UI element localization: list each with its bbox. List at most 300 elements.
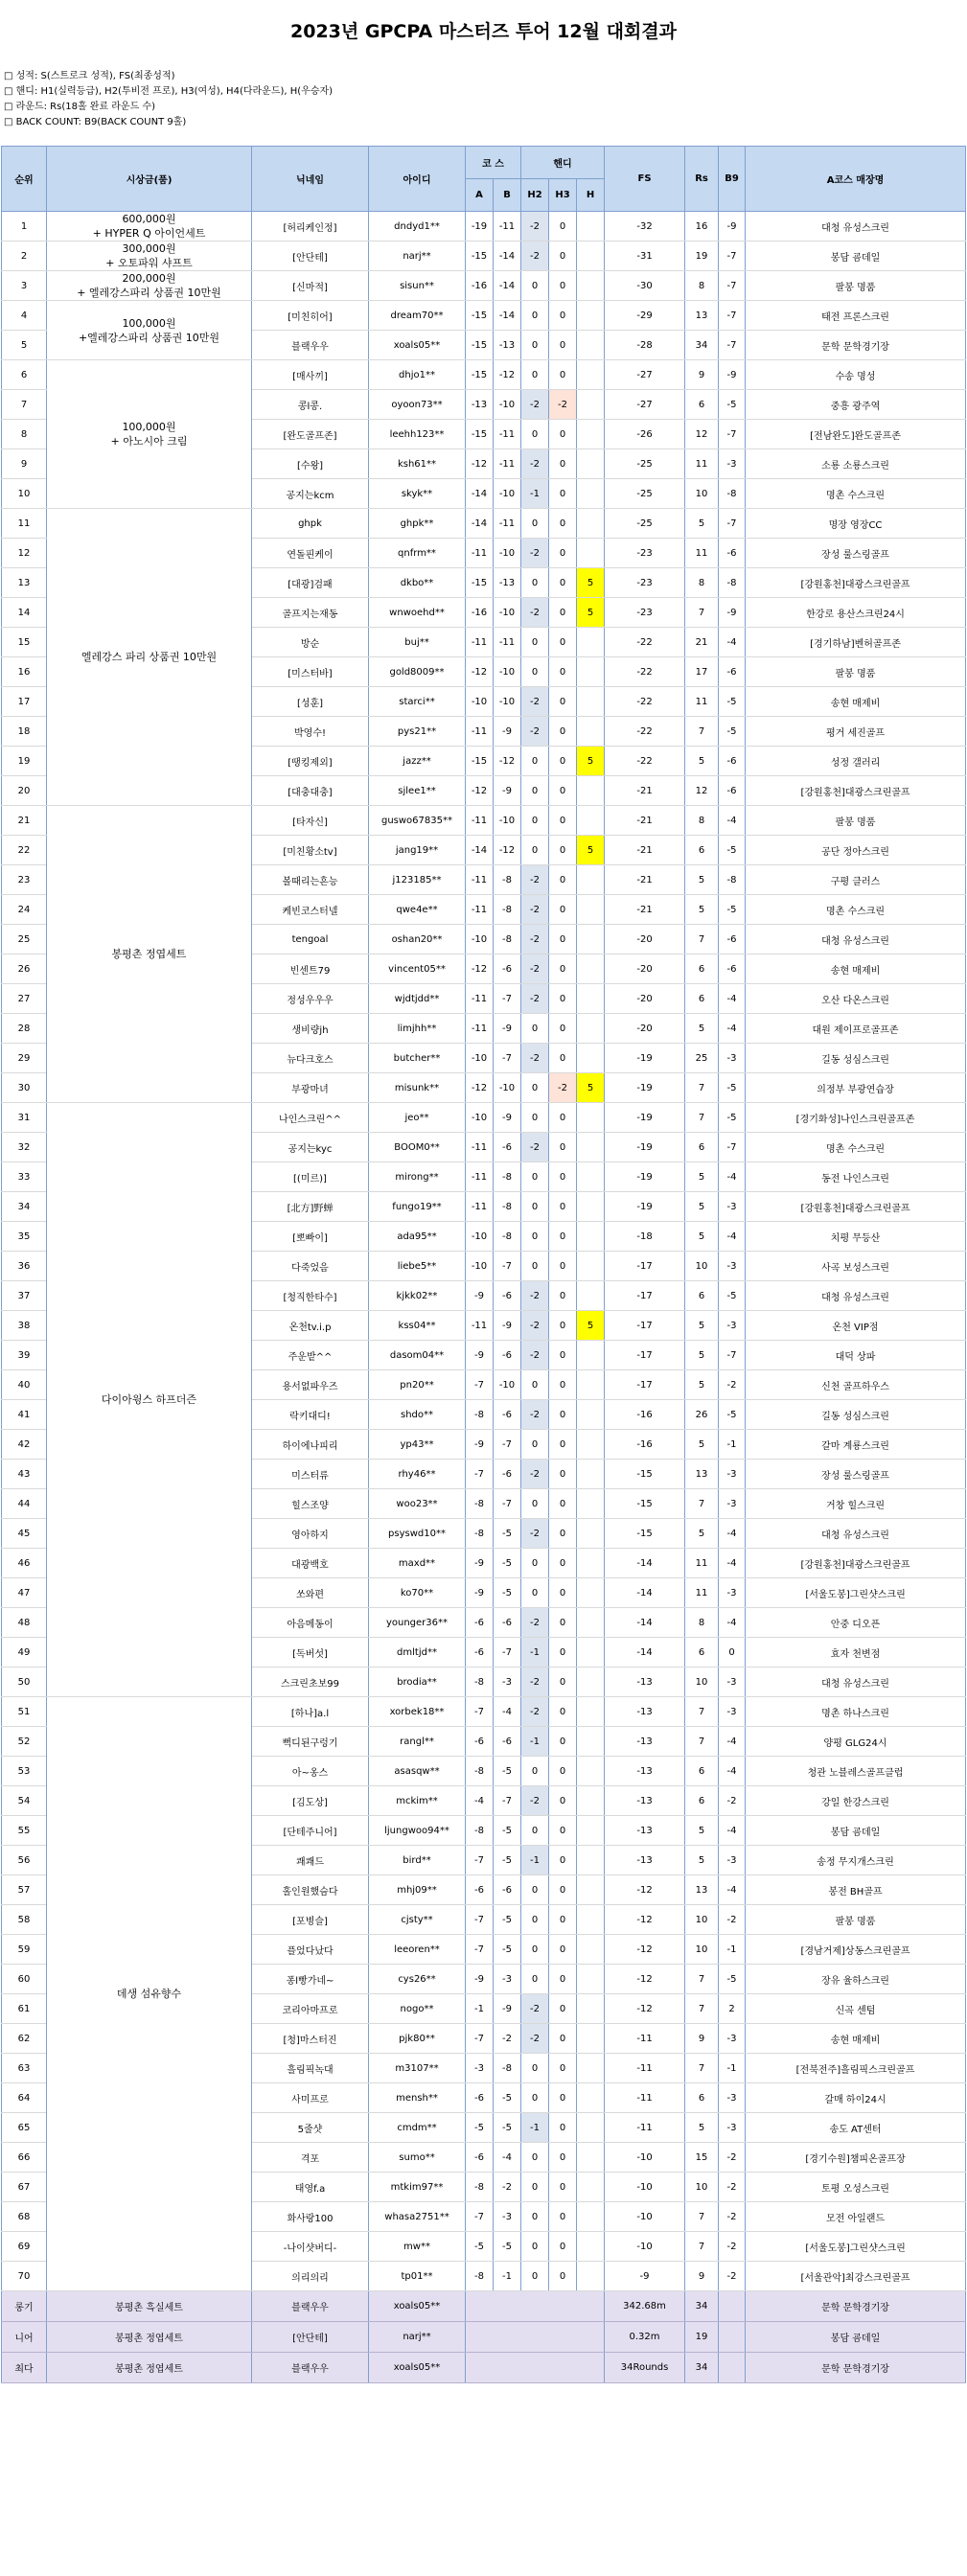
h-cell: [577, 509, 605, 539]
prize-line: 데생 섬유향수: [116, 1988, 182, 2000]
id-cell: rhy46**: [369, 1460, 466, 1489]
nickname-cell: 격포: [252, 2143, 369, 2173]
h3-cell: 0: [549, 1519, 577, 1549]
h2-cell: 0: [521, 2083, 549, 2113]
h2-cell: -2: [521, 925, 549, 954]
rank-cell: 32: [2, 1133, 47, 1162]
rank-cell: 1: [2, 212, 47, 242]
nickname-cell: [미친황소tv]: [252, 836, 369, 865]
stat-empty-cell: [466, 2291, 605, 2322]
h-cell: [577, 1519, 605, 1549]
course-a-cell: -9: [466, 1430, 494, 1460]
col-h: H: [577, 179, 605, 212]
b9-cell: -3: [719, 1044, 746, 1073]
fs-cell: -22: [605, 717, 685, 747]
store-cell: 신천 골프하우스: [746, 1370, 966, 1400]
h2-cell: 0: [521, 806, 549, 836]
id-cell: mw**: [369, 2232, 466, 2262]
fs-cell: -13: [605, 1757, 685, 1786]
h-cell: [577, 984, 605, 1014]
course-a-cell: -10: [466, 925, 494, 954]
course-b-cell: -13: [494, 331, 521, 360]
course-b-cell: -5: [494, 1935, 521, 1965]
course-b-cell: -8: [494, 895, 521, 925]
h2-cell: 0: [521, 657, 549, 687]
course-b-cell: -3: [494, 2202, 521, 2232]
rank-cell: 56: [2, 1846, 47, 1875]
course-b-cell: -12: [494, 747, 521, 776]
fs-cell: -11: [605, 2054, 685, 2083]
b9-cell: -6: [719, 657, 746, 687]
b9-cell: -6: [719, 539, 746, 568]
h2-cell: -2: [521, 687, 549, 717]
rank-cell: 64: [2, 2083, 47, 2113]
rank-cell: 63: [2, 2054, 47, 2083]
rank-cell: 27: [2, 984, 47, 1014]
h2-cell: 0: [521, 1192, 549, 1222]
rs-cell: 7: [685, 2202, 719, 2232]
course-a-cell: -11: [466, 1192, 494, 1222]
rs-cell: 19: [685, 242, 719, 271]
store-cell: 장성 룰스링골프: [746, 539, 966, 568]
h-cell: [577, 2024, 605, 2054]
stat-store-cell: 문학 문학경기장: [746, 2353, 966, 2383]
nickname-cell: [땡킹제외]: [252, 747, 369, 776]
course-b-cell: -8: [494, 925, 521, 954]
nickname-cell: 쏘와편: [252, 1578, 369, 1608]
rank-cell: 70: [2, 2262, 47, 2291]
rank-cell: 12: [2, 539, 47, 568]
id-cell: mhj09**: [369, 1875, 466, 1905]
fs-cell: -17: [605, 1341, 685, 1370]
fs-cell: -25: [605, 479, 685, 509]
store-cell: 대청 유성스크린: [746, 212, 966, 242]
store-cell: 태전 프론스크린: [746, 301, 966, 331]
rank-cell: 57: [2, 1875, 47, 1905]
rs-cell: 7: [685, 1994, 719, 2024]
rank-cell: 54: [2, 1786, 47, 1816]
rs-cell: 8: [685, 271, 719, 301]
nickname-cell: [청직한타수]: [252, 1281, 369, 1311]
store-cell: 봉담 굠데일: [746, 1816, 966, 1846]
rank-cell: 4: [2, 301, 47, 331]
course-b-cell: -8: [494, 2054, 521, 2083]
h-cell: [577, 479, 605, 509]
rank-cell: 59: [2, 1935, 47, 1965]
nickname-cell: 쾌쾌드: [252, 1846, 369, 1875]
nickname-cell: 방순: [252, 628, 369, 657]
b9-cell: -4: [719, 1162, 746, 1192]
rank-cell: 5: [2, 331, 47, 360]
id-cell: ghpk**: [369, 509, 466, 539]
fs-cell: -19: [605, 1073, 685, 1103]
fs-cell: -10: [605, 2202, 685, 2232]
course-a-cell: -1: [466, 1994, 494, 2024]
rank-cell: 28: [2, 1014, 47, 1044]
prize-line: 200,000원: [122, 272, 176, 285]
course-a-cell: -11: [466, 1311, 494, 1341]
nickname-cell: [하나]a.l: [252, 1697, 369, 1727]
prize-cell: [47, 301, 252, 360]
course-b-cell: -10: [494, 598, 521, 628]
fs-cell: -19: [605, 1162, 685, 1192]
h2-cell: 0: [521, 628, 549, 657]
h-cell: [577, 449, 605, 479]
fs-cell: -14: [605, 1578, 685, 1608]
fs-cell: -13: [605, 1727, 685, 1757]
fs-cell: -15: [605, 1460, 685, 1489]
b9-cell: -2: [719, 1370, 746, 1400]
rank-cell: 45: [2, 1519, 47, 1549]
h3-cell: 0: [549, 568, 577, 598]
course-a-cell: -15: [466, 242, 494, 271]
nickname-cell: 골프지는재동: [252, 598, 369, 628]
id-cell: cjsty**: [369, 1905, 466, 1935]
course-b-cell: -6: [494, 1875, 521, 1905]
fs-cell: -16: [605, 1430, 685, 1460]
fs-cell: -17: [605, 1311, 685, 1341]
course-a-cell: -9: [466, 1965, 494, 1994]
rs-cell: 5: [685, 895, 719, 925]
b9-cell: -3: [719, 1668, 746, 1697]
b9-cell: -3: [719, 2113, 746, 2143]
fs-cell: -26: [605, 420, 685, 449]
h2-cell: -2: [521, 1341, 549, 1370]
course-b-cell: -12: [494, 836, 521, 865]
course-b-cell: -7: [494, 1638, 521, 1668]
note-line: □ 라운드: Rs(18홀 완료 라운드 수): [4, 102, 155, 112]
h3-cell: 0: [549, 301, 577, 331]
fs-cell: -19: [605, 1133, 685, 1162]
store-cell: [강원홍천]대광스크린골프: [746, 1192, 966, 1222]
table-row: [2, 509, 966, 539]
id-cell: oshan20**: [369, 925, 466, 954]
b9-cell: -4: [719, 1727, 746, 1757]
course-a-cell: -16: [466, 598, 494, 628]
h-cell: [577, 1697, 605, 1727]
nickname-cell: 영아하지: [252, 1519, 369, 1549]
course-a-cell: -8: [466, 1816, 494, 1846]
rs-cell: 5: [685, 2113, 719, 2143]
course-b-cell: -7: [494, 1489, 521, 1519]
course-a-cell: -5: [466, 2232, 494, 2262]
nickname-cell: 용서없파우즈: [252, 1370, 369, 1400]
b9-cell: -3: [719, 1489, 746, 1519]
h3-cell: 0: [549, 925, 577, 954]
rank-cell: 66: [2, 2143, 47, 2173]
h2-cell: 0: [521, 1222, 549, 1252]
h2-cell: -1: [521, 1846, 549, 1875]
note-line: □ BACK COUNT: B9(BACK COUNT 9홀): [4, 117, 187, 127]
nickname-cell: [미스터바]: [252, 657, 369, 687]
nickname-cell: 흘림픽녹대: [252, 2054, 369, 2083]
id-cell: pjk80**: [369, 2024, 466, 2054]
course-b-cell: -6: [494, 954, 521, 984]
h-cell: [577, 1014, 605, 1044]
store-cell: [경기수원]챔피온골프장: [746, 2143, 966, 2173]
course-a-cell: -7: [466, 1905, 494, 1935]
h3-cell: 0: [549, 1489, 577, 1519]
prize-cell: [47, 242, 252, 271]
b9-cell: -8: [719, 479, 746, 509]
fs-cell: -10: [605, 2232, 685, 2262]
id-cell: qnfrm**: [369, 539, 466, 568]
h-cell: [577, 420, 605, 449]
prize-line: 다이아윙스 하프더즌: [101, 1393, 197, 1406]
store-cell: 장유 율하스크린: [746, 1965, 966, 1994]
h2-cell: -1: [521, 1727, 549, 1757]
store-cell: [경남거제]상동스크린골프: [746, 1935, 966, 1965]
fs-cell: -12: [605, 1994, 685, 2024]
h3-cell: 0: [549, 1311, 577, 1341]
h3-cell: 0: [549, 1252, 577, 1281]
prize-cell: [47, 806, 252, 1103]
course-a-cell: -13: [466, 390, 494, 420]
id-cell: limjhh**: [369, 1014, 466, 1044]
b9-cell: -5: [719, 687, 746, 717]
h-cell: 5: [577, 568, 605, 598]
stat-prize-cell: 봉평촌 정엽세트: [47, 2322, 252, 2353]
h-cell: [577, 1133, 605, 1162]
b9-cell: -3: [719, 1578, 746, 1608]
rank-cell: 13: [2, 568, 47, 598]
nickname-cell: [독버섯]: [252, 1638, 369, 1668]
fs-cell: -12: [605, 1965, 685, 1994]
id-cell: psyswd10**: [369, 1519, 466, 1549]
h-cell: [577, 242, 605, 271]
fs-cell: -10: [605, 2173, 685, 2202]
nickname-cell: 부광마녀: [252, 1073, 369, 1103]
fs-cell: -12: [605, 1935, 685, 1965]
h2-cell: 0: [521, 1370, 549, 1400]
store-cell: 길동 성심스크린: [746, 1044, 966, 1073]
course-a-cell: -10: [466, 687, 494, 717]
b9-cell: -3: [719, 1460, 746, 1489]
rs-cell: 5: [685, 747, 719, 776]
course-b-cell: -4: [494, 1697, 521, 1727]
fs-cell: -13: [605, 1816, 685, 1846]
b9-cell: -4: [719, 1222, 746, 1252]
rs-cell: 5: [685, 1222, 719, 1252]
store-cell: [서울도봉]그린샷스크린: [746, 2232, 966, 2262]
h-cell: [577, 1252, 605, 1281]
id-cell: kjkk02**: [369, 1281, 466, 1311]
course-a-cell: -5: [466, 2113, 494, 2143]
prize-cell: [47, 1103, 252, 1697]
rs-cell: 5: [685, 1014, 719, 1044]
h2-cell: 0: [521, 2202, 549, 2232]
prize-cell: [47, 360, 252, 509]
course-b-cell: -7: [494, 1430, 521, 1460]
nickname-cell: 대광백호: [252, 1549, 369, 1578]
prize-line: + 아노시아 크림: [110, 435, 188, 448]
b9-cell: -7: [719, 1133, 746, 1162]
b9-cell: -4: [719, 1608, 746, 1638]
nickname-cell: 케빈코스터넬: [252, 895, 369, 925]
store-cell: 치평 무등산: [746, 1222, 966, 1252]
rank-cell: 65: [2, 2113, 47, 2143]
h2-cell: -2: [521, 954, 549, 984]
h-cell: [577, 390, 605, 420]
rs-cell: 7: [685, 925, 719, 954]
h3-cell: 0: [549, 895, 577, 925]
nickname-cell: 하이에나피리: [252, 1430, 369, 1460]
h-cell: [577, 806, 605, 836]
id-cell: bird**: [369, 1846, 466, 1875]
stat-row: [2, 2322, 966, 2353]
fs-cell: -30: [605, 271, 685, 301]
h3-cell: 0: [549, 1222, 577, 1252]
fs-cell: -25: [605, 449, 685, 479]
rs-cell: 10: [685, 2173, 719, 2202]
id-cell: dndyd1**: [369, 212, 466, 242]
course-b-cell: -5: [494, 2113, 521, 2143]
h-cell: [577, 865, 605, 895]
b9-cell: -4: [719, 1757, 746, 1786]
h3-cell: -2: [549, 390, 577, 420]
nickname-cell: 블랙우우: [252, 331, 369, 360]
course-a-cell: -7: [466, 1460, 494, 1489]
nickname-cell: [(미르)]: [252, 1162, 369, 1192]
rs-cell: 5: [685, 1519, 719, 1549]
rank-cell: 31: [2, 1103, 47, 1133]
rank-cell: 20: [2, 776, 47, 806]
prize-line: 600,000원: [122, 213, 176, 225]
b9-cell: -7: [719, 509, 746, 539]
nickname-cell: [매사끼]: [252, 360, 369, 390]
nickname-cell: -나이샷버디-: [252, 2232, 369, 2262]
h2-cell: 0: [521, 301, 549, 331]
course-b-cell: -9: [494, 776, 521, 806]
b9-cell: -4: [719, 1519, 746, 1549]
id-cell: skyk**: [369, 479, 466, 509]
b9-cell: -4: [719, 984, 746, 1014]
course-b-cell: -5: [494, 1816, 521, 1846]
h2-cell: -2: [521, 1786, 549, 1816]
h3-cell: 0: [549, 836, 577, 865]
id-cell: ksh61**: [369, 449, 466, 479]
h2-cell: -2: [521, 212, 549, 242]
h3-cell: 0: [549, 1757, 577, 1786]
b9-cell: -3: [719, 1252, 746, 1281]
store-cell: 대청 유성스크린: [746, 1281, 966, 1311]
store-cell: 길동 성심스크린: [746, 1400, 966, 1430]
stat-store-cell: 문학 문학경기장: [746, 2291, 966, 2322]
store-cell: [강원홍천]대광스크린골프: [746, 776, 966, 806]
nickname-cell: [포병슬]: [252, 1905, 369, 1935]
nickname-cell: 5줄샷: [252, 2113, 369, 2143]
nickname-cell: [대충대충]: [252, 776, 369, 806]
id-cell: starci**: [369, 687, 466, 717]
store-cell: 명장 영장CC: [746, 509, 966, 539]
id-cell: m3107**: [369, 2054, 466, 2083]
h3-cell: 0: [549, 717, 577, 747]
fs-cell: -12: [605, 1875, 685, 1905]
h3-cell: 0: [549, 1430, 577, 1460]
h-cell: [577, 1994, 605, 2024]
b9-cell: -4: [719, 1816, 746, 1846]
b9-cell: -3: [719, 2024, 746, 2054]
rank-cell: 30: [2, 1073, 47, 1103]
b9-cell: -2: [719, 1905, 746, 1935]
course-a-cell: -6: [466, 1608, 494, 1638]
h3-cell: 0: [549, 1905, 577, 1935]
course-a-cell: -6: [466, 1638, 494, 1668]
h3-cell: 0: [549, 212, 577, 242]
prize-line: + 오토파워 샤프트: [105, 257, 193, 269]
course-a-cell: -10: [466, 1044, 494, 1073]
rank-cell: 43: [2, 1460, 47, 1489]
course-a-cell: -11: [466, 1133, 494, 1162]
fs-cell: -22: [605, 747, 685, 776]
col-h3: H3: [549, 179, 577, 212]
course-b-cell: -6: [494, 1400, 521, 1430]
h2-cell: 0: [521, 1549, 549, 1578]
h3-cell: 0: [549, 1994, 577, 2024]
course-a-cell: -10: [466, 1222, 494, 1252]
course-a-cell: -8: [466, 1757, 494, 1786]
nickname-cell: 미스터류: [252, 1460, 369, 1489]
id-cell: kss04**: [369, 1311, 466, 1341]
b9-cell: -5: [719, 895, 746, 925]
fs-cell: -21: [605, 806, 685, 836]
rs-cell: 5: [685, 1162, 719, 1192]
course-a-cell: -12: [466, 776, 494, 806]
b9-cell: -5: [719, 1281, 746, 1311]
h-cell: [577, 331, 605, 360]
course-b-cell: -5: [494, 1846, 521, 1875]
h2-cell: -2: [521, 1133, 549, 1162]
id-cell: mckim**: [369, 1786, 466, 1816]
store-cell: 송현 매제비: [746, 687, 966, 717]
nickname-cell: 정성우우우: [252, 984, 369, 1014]
rs-cell: 5: [685, 509, 719, 539]
rs-cell: 9: [685, 2024, 719, 2054]
h3-cell: 0: [549, 1697, 577, 1727]
col-b9: B9: [719, 147, 746, 212]
course-b-cell: -11: [494, 420, 521, 449]
prize-line: + 엘레강스파리 상품권 10만원: [77, 287, 221, 299]
id-cell: mensh**: [369, 2083, 466, 2113]
fs-cell: -20: [605, 954, 685, 984]
h3-cell: 0: [549, 747, 577, 776]
table-row: [2, 271, 966, 301]
nickname-cell: tengoal: [252, 925, 369, 954]
col-nickname: 닉네임: [252, 147, 369, 212]
table-body: [2, 212, 966, 2383]
stat-empty-cell: [466, 2353, 605, 2383]
rs-cell: 6: [685, 1133, 719, 1162]
h-cell: [577, 628, 605, 657]
b9-cell: -5: [719, 836, 746, 865]
nickname-cell: 홀인원했슴다: [252, 1875, 369, 1905]
course-a-cell: -11: [466, 1014, 494, 1044]
rs-cell: 5: [685, 1192, 719, 1222]
stat-b9-cell: [719, 2353, 746, 2383]
h3-cell: 0: [549, 1846, 577, 1875]
b9-cell: -1: [719, 1935, 746, 1965]
h2-cell: 0: [521, 1965, 549, 1994]
h2-cell: 0: [521, 331, 549, 360]
id-cell: j123185**: [369, 865, 466, 895]
nickname-cell: 화사랑100: [252, 2202, 369, 2232]
rank-cell: 16: [2, 657, 47, 687]
h3-cell: 0: [549, 1816, 577, 1846]
h3-cell: 0: [549, 1044, 577, 1073]
rs-cell: 9: [685, 2262, 719, 2291]
h-cell: 5: [577, 1311, 605, 1341]
rank-cell: 42: [2, 1430, 47, 1460]
